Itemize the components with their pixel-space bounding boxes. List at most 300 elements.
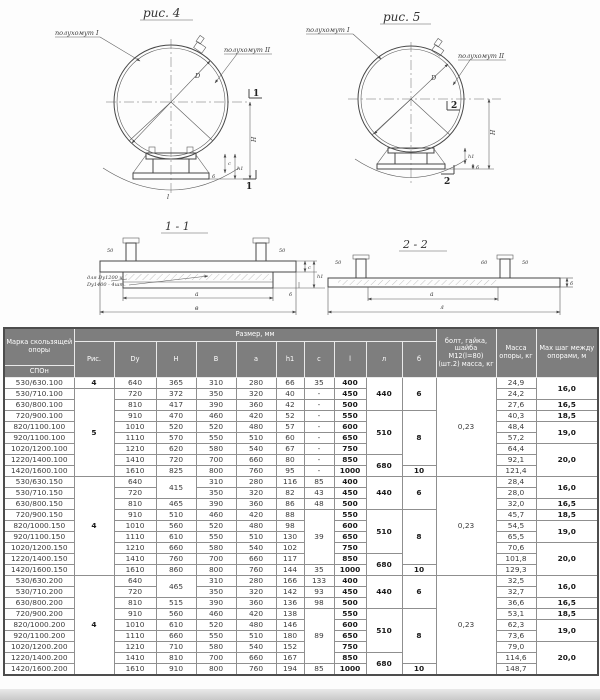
table-cell: 16,5	[536, 499, 598, 510]
s11-note-line1: для Dy1200 и	[87, 275, 123, 281]
table-cell: 540	[236, 543, 276, 554]
table-cell: 48	[304, 499, 334, 510]
table-cell: 450	[334, 587, 366, 598]
table-cell: -	[304, 433, 334, 444]
table-cell: 530/710.200	[4, 587, 74, 598]
table-cell: 515	[156, 598, 196, 609]
table-row	[4, 477, 598, 488]
table-cell: -	[304, 466, 334, 477]
table-cell: 1220/1400.150	[4, 554, 74, 565]
table-cell: 510	[366, 510, 402, 554]
table-cell: 8	[402, 510, 436, 565]
figure-4	[55, 6, 272, 201]
table-cell: 560	[156, 521, 196, 532]
table-cell: 810	[114, 400, 156, 411]
table-cell: 19,0	[536, 422, 598, 444]
table-cell: -	[304, 444, 334, 455]
table-cell: 600	[334, 422, 366, 433]
table-cell: 310	[196, 576, 236, 587]
table-cell: 660	[236, 554, 276, 565]
s11-dim-50-right: 50	[279, 248, 286, 254]
table-cell: 85	[304, 477, 334, 488]
table-cell: 640	[114, 576, 156, 587]
table-cell: 102	[276, 543, 304, 554]
table-cell: 360	[236, 598, 276, 609]
table-cell: 360	[236, 400, 276, 411]
header-row-1	[4, 328, 598, 342]
fig5-dim-t: б	[476, 165, 480, 171]
table-cell: 1410	[114, 455, 156, 466]
col-header-l2: л	[366, 342, 402, 378]
table-cell: 18,5	[536, 510, 598, 521]
col-header-bolt: болт, гайка, шайба М12(l=80) (шт.2) масса, кг	[436, 328, 496, 378]
table-cell: 530/630.100	[4, 378, 74, 389]
table-cell: 720/900.100	[4, 411, 74, 422]
table-cell: 760	[156, 554, 196, 565]
table-cell: 1000	[334, 664, 366, 676]
svg-text:1: 1	[246, 182, 253, 192]
table-cell: 825	[156, 466, 196, 477]
table-cell: 1410	[114, 554, 156, 565]
table-cell: 650	[334, 532, 366, 543]
s11-dim-50-left: 50	[107, 248, 114, 254]
table-cell: 510	[236, 433, 276, 444]
table-cell: 39	[304, 510, 334, 565]
col-header-step: Мах шаг между опорами, м	[536, 328, 598, 378]
table-cell: 1210	[114, 642, 156, 653]
fig4-dim-H: Н	[251, 136, 258, 142]
table-cell: 10	[402, 664, 436, 676]
table-cell: 820/1000.150	[4, 521, 74, 532]
s11-note-line2: Dy1400 - 4шт.	[87, 282, 126, 288]
table-cell: 660	[156, 543, 196, 554]
table-cell: 480	[236, 521, 276, 532]
table-cell: 820/1000.200	[4, 620, 74, 631]
table-cell: 440	[366, 477, 402, 510]
col-header-mark: Марка скользящей опоры	[4, 328, 74, 366]
col-header-h1: h1	[276, 342, 304, 378]
fig5-halfclamp-i-label: полухомут I	[306, 26, 350, 34]
col-header-c: с	[304, 342, 334, 378]
table-row	[4, 378, 598, 389]
table-cell: 540	[236, 642, 276, 653]
table-cell: 530/630.150	[4, 477, 74, 488]
table-cell: 35	[304, 565, 334, 576]
table-cell: 66	[276, 378, 304, 389]
table-cell: 130	[276, 532, 304, 543]
table-cell: 101,8	[496, 554, 536, 565]
table-cell: 850	[334, 554, 366, 565]
section-2-2-title: 2 - 2	[403, 238, 428, 251]
col-header-ris: Рис.	[74, 342, 114, 378]
table-cell: 24,9	[496, 378, 536, 389]
technical-drawings	[3, 2, 597, 324]
table-cell: 1420/1600.200	[4, 664, 74, 676]
table-cell: 700	[196, 455, 236, 466]
table-cell: 372	[156, 389, 196, 400]
table-cell: 133	[304, 576, 334, 587]
fig4-dim-c: с	[228, 161, 231, 167]
table-cell: 16,0	[536, 477, 598, 499]
table-cell: 16,5	[536, 400, 598, 411]
table-cell: 420	[236, 411, 276, 422]
table-cell: 10	[402, 565, 436, 576]
table-cell: 146	[276, 620, 304, 631]
table-cell: 470	[156, 411, 196, 422]
figure-5	[306, 10, 506, 187]
table-cell: 350	[196, 587, 236, 598]
table-cell: 680	[366, 554, 402, 576]
table-cell: 720	[156, 455, 196, 466]
table-cell: 640	[114, 477, 156, 488]
table-cell: 116	[276, 477, 304, 488]
table-cell: 720	[114, 389, 156, 400]
section-mark-2-bottom	[441, 165, 454, 187]
table-cell: 580	[196, 642, 236, 653]
table-cell: 52	[276, 411, 304, 422]
table-cell: 465	[156, 576, 196, 598]
table-cell: 8	[402, 411, 436, 466]
table-cell: 520	[196, 422, 236, 433]
table-row	[4, 389, 598, 400]
table-cell: 138	[276, 609, 304, 620]
table-cell: 810	[156, 653, 196, 664]
table-cell: 650	[334, 433, 366, 444]
table-cell: 710	[156, 642, 196, 653]
section-view-2-2	[328, 238, 574, 315]
fig5-dim-h1: h1	[468, 154, 475, 160]
table-cell: 152	[276, 642, 304, 653]
diameter-dim-label: D	[195, 72, 201, 80]
table-cell: 550	[334, 411, 366, 422]
table-cell: -	[304, 411, 334, 422]
table-cell: 720	[114, 587, 156, 598]
table-cell: 320	[236, 389, 276, 400]
table-cell: 440	[366, 576, 402, 609]
table-cell: 660	[236, 455, 276, 466]
spec-table	[3, 327, 599, 676]
table-cell: 390	[196, 400, 236, 411]
table-cell: 520	[156, 422, 196, 433]
table-cell: 550	[196, 433, 236, 444]
table-cell: 910	[114, 411, 156, 422]
table-cell: 510	[366, 609, 402, 653]
table-cell: 79,0	[496, 642, 536, 653]
table-cell: 20,0	[536, 444, 598, 477]
table-cell: 80	[276, 455, 304, 466]
table-cell: 680	[366, 653, 402, 676]
table-cell: 500	[334, 499, 366, 510]
fig5-dim-H: Н	[490, 129, 497, 135]
table-cell: -	[304, 455, 334, 466]
table-cell: 465	[156, 499, 196, 510]
table-cell: 360	[236, 499, 276, 510]
fig4-dim-h1: h1	[237, 166, 244, 172]
table-cell: 320	[236, 587, 276, 598]
table-cell: 62,3	[496, 620, 536, 631]
table-cell: 280	[236, 477, 276, 488]
table-cell: 480	[236, 620, 276, 631]
table-cell: 129,3	[496, 565, 536, 576]
table-cell: 60	[276, 433, 304, 444]
table-cell: 194	[276, 664, 304, 676]
table-cell: 121,4	[496, 466, 536, 477]
fig5-diameter-label: D	[431, 74, 437, 82]
s11-dim-b: в	[195, 305, 199, 312]
scan-edge-artifact	[0, 689, 600, 700]
table-cell: 550	[196, 631, 236, 642]
table-cell: 42	[276, 400, 304, 411]
table-cell: 19,0	[536, 521, 598, 543]
figure-5-title: рис. 5	[383, 10, 421, 24]
table-cell: 67	[276, 444, 304, 455]
table-cell: 1000	[334, 466, 366, 477]
table-cell: 415	[156, 477, 196, 499]
s11-dim-c: с	[308, 265, 311, 271]
table-cell: 365	[156, 378, 196, 389]
table-cell: 1010	[114, 422, 156, 433]
table-cell: 27,6	[496, 400, 536, 411]
table-cell: 117	[276, 554, 304, 565]
fig4-dim-t: б	[212, 174, 216, 180]
table-cell: 8	[402, 609, 436, 664]
table-cell: 920/1100.200	[4, 631, 74, 642]
table-cell: 440	[366, 378, 402, 411]
s11-dim-t: б	[289, 292, 293, 298]
table-cell: 610	[156, 532, 196, 543]
table-cell: 520	[196, 521, 236, 532]
table-cell: 43	[304, 488, 334, 499]
table-cell: 530/710.150	[4, 488, 74, 499]
table-cell: 750	[334, 642, 366, 653]
table-cell: 350	[196, 488, 236, 499]
s22-dim-50-right: 50	[522, 260, 529, 266]
table-cell: 560	[156, 609, 196, 620]
table-cell: 36,6	[496, 598, 536, 609]
table-cell: 1410	[114, 653, 156, 664]
table-cell: 48,4	[496, 422, 536, 433]
table-cell: 32,5	[496, 576, 536, 587]
table-cell: 1210	[114, 444, 156, 455]
table-cell: 550	[334, 510, 366, 521]
table-cell: 390	[196, 499, 236, 510]
table-cell: 700	[196, 653, 236, 664]
table-cell: 820/1100.100	[4, 422, 74, 433]
table-cell: 0,23	[436, 378, 496, 477]
table-cell: 510	[236, 631, 276, 642]
table-cell: 510	[366, 411, 402, 455]
table-cell: 910	[156, 664, 196, 676]
table-cell: 4	[74, 477, 114, 576]
table-cell: 600	[334, 521, 366, 532]
table-cell: 800	[196, 466, 236, 477]
table-cell: 24,2	[496, 389, 536, 400]
col-header-size: Размер, мм	[74, 328, 436, 342]
table-cell: 417	[156, 400, 196, 411]
table-cell: 460	[196, 411, 236, 422]
table-cell: 82	[276, 488, 304, 499]
table-cell: 1210	[114, 543, 156, 554]
col-subheader-spon: СПОн	[4, 366, 74, 378]
table-cell: 93	[304, 587, 334, 598]
table-cell: 6	[402, 576, 436, 609]
table-cell: 98	[304, 598, 334, 609]
table-cell: 550	[334, 609, 366, 620]
table-cell: 45,7	[496, 510, 536, 521]
table-cell: 720/900.200	[4, 609, 74, 620]
table-cell: 810	[114, 598, 156, 609]
table-cell: 580	[196, 543, 236, 554]
table-cell: 400	[334, 477, 366, 488]
table-cell: 630/800.100	[4, 400, 74, 411]
fig5-halfclamp-ii-label: полухомут II	[458, 52, 505, 60]
table-cell: 540	[236, 444, 276, 455]
col-header-t: б	[402, 342, 436, 378]
table-cell: 136	[276, 598, 304, 609]
table-cell: 850	[334, 653, 366, 664]
table-cell: 310	[196, 378, 236, 389]
table-row	[4, 576, 598, 587]
table-cell: 18,5	[536, 609, 598, 620]
table-cell: 1020/1200.100	[4, 444, 74, 455]
table-cell: 510	[156, 510, 196, 521]
col-header-mass: Масса опоры, кг	[496, 328, 536, 378]
table-cell: 630/800.200	[4, 598, 74, 609]
table-cell: 10	[402, 466, 436, 477]
table-cell: 180	[276, 631, 304, 642]
table-cell: 660	[236, 653, 276, 664]
table-cell: 0,23	[436, 576, 496, 676]
table-cell: 640	[114, 378, 156, 389]
table-cell: 114,6	[496, 653, 536, 664]
table-cell: 1010	[114, 620, 156, 631]
table-cell: 450	[334, 488, 366, 499]
table-cell: 73,6	[496, 631, 536, 642]
col-header-a: а	[236, 342, 276, 378]
table-cell: 600	[334, 620, 366, 631]
table-cell: 1610	[114, 664, 156, 676]
table-cell: 320	[236, 488, 276, 499]
section-1-1-title: 1 - 1	[165, 220, 190, 233]
table-cell: 57,2	[496, 433, 536, 444]
s22-dim-50-left: 50	[335, 260, 342, 266]
table-cell: 760	[236, 565, 276, 576]
table-cell: 19,0	[536, 620, 598, 642]
table-cell: 460	[196, 510, 236, 521]
table-cell: 32,0	[496, 499, 536, 510]
table-cell: 40	[276, 389, 304, 400]
table-cell: -	[304, 422, 334, 433]
table-cell: 280	[236, 378, 276, 389]
s22-dim-L: л	[440, 304, 444, 311]
table-cell: 400	[334, 576, 366, 587]
section-view-1-1	[86, 220, 325, 315]
section-mark-2-top	[447, 101, 460, 111]
table-cell: 630/800.150	[4, 499, 74, 510]
table-cell: 98	[276, 521, 304, 532]
table-cell: 1110	[114, 532, 156, 543]
table-cell: 53,1	[496, 609, 536, 620]
col-header-b: В	[196, 342, 236, 378]
table-cell: 16,0	[536, 576, 598, 598]
table-cell: 92,1	[496, 455, 536, 466]
col-header-dy: Dy	[114, 342, 156, 378]
table-cell: 57	[276, 422, 304, 433]
table-cell: 810	[114, 499, 156, 510]
table-cell: 750	[334, 543, 366, 554]
table-cell: 400	[334, 378, 366, 389]
table-cell: 4	[74, 378, 114, 389]
table-cell: 1220/1400.200	[4, 653, 74, 664]
table-cell: 720/900.150	[4, 510, 74, 521]
fig4-dim-l: l	[167, 193, 170, 201]
s22-dim-a: а	[430, 291, 434, 298]
table-cell: 40,3	[496, 411, 536, 422]
table-cell: -	[304, 389, 334, 400]
figure-4-title: рис. 4	[143, 6, 181, 20]
table-cell: 86	[276, 499, 304, 510]
table-cell: 1420/1600.150	[4, 565, 74, 576]
table-cell: 580	[196, 444, 236, 455]
table-cell: 35	[304, 378, 334, 389]
table-cell: 65,5	[496, 532, 536, 543]
table-cell: 910	[114, 609, 156, 620]
table-cell: 650	[334, 631, 366, 642]
table-cell: 144	[276, 565, 304, 576]
svg-text:2: 2	[451, 101, 458, 111]
table-cell: 1020/1200.200	[4, 642, 74, 653]
table-cell: 700	[196, 554, 236, 565]
table-cell: 16,5	[536, 598, 598, 609]
s11-dim-h1: h1	[317, 274, 324, 280]
table-cell: 6	[402, 378, 436, 411]
table-cell: 550	[196, 532, 236, 543]
table-cell: 1610	[114, 466, 156, 477]
table-cell: 280	[236, 576, 276, 587]
table-cell: 88	[276, 510, 304, 521]
table-cell: 530/630.200	[4, 576, 74, 587]
table-cell: 660	[156, 631, 196, 642]
table-cell: 1110	[114, 631, 156, 642]
table-cell: 680	[366, 455, 402, 477]
table-cell: 1610	[114, 565, 156, 576]
table-cell: 1420/1600.100	[4, 466, 74, 477]
table-cell: 85	[304, 664, 334, 676]
table-cell: 5	[74, 389, 114, 477]
halfclamp-i-label: полухомут I	[55, 29, 99, 37]
s22-dim-60: 60	[481, 260, 488, 266]
table-cell: 28,0	[496, 488, 536, 499]
table-cell: 800	[196, 565, 236, 576]
table-cell: 480	[236, 422, 276, 433]
table-cell: 1220/1400.100	[4, 455, 74, 466]
table-cell: 350	[196, 389, 236, 400]
table-cell: 520	[196, 620, 236, 631]
table-cell: 167	[276, 653, 304, 664]
table-cell: 510	[236, 532, 276, 543]
table-cell: 28,4	[496, 477, 536, 488]
table-cell: 32,7	[496, 587, 536, 598]
table-cell: 760	[236, 466, 276, 477]
table-cell: 18,5	[536, 411, 598, 422]
table-cell: 420	[236, 609, 276, 620]
table-cell: 1110	[114, 433, 156, 444]
table-cell: 20,0	[536, 642, 598, 676]
table-cell: 142	[276, 587, 304, 598]
table-cell: 1020/1200.150	[4, 543, 74, 554]
table-cell: 800	[196, 664, 236, 676]
halfclamp-ii-label: полухомут II	[224, 46, 271, 54]
